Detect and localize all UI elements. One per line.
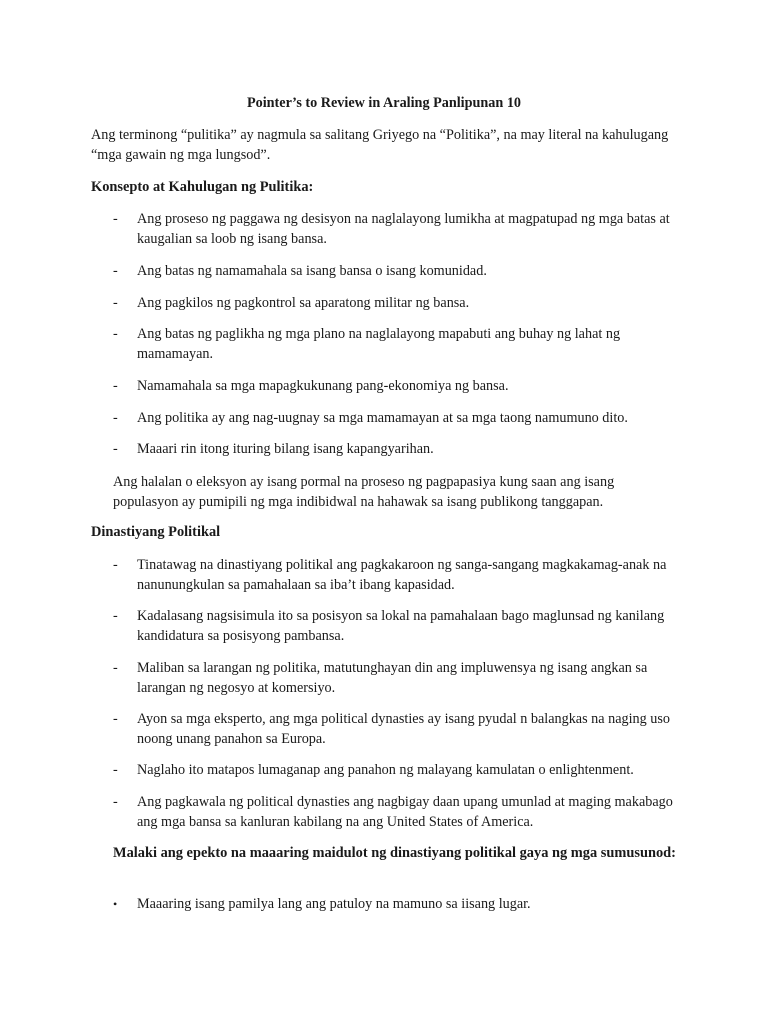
list-item-text: Ang pagkilos ng pagkontrol sa aparatong militar ng bansa.	[137, 295, 470, 311]
list-item-text: Namamahala sa mga mapagkukunang pang-ekonomiya ng bansa.	[137, 378, 509, 394]
effects-heading: Malaki ang epekto na maaaring maidulot ng dinastiyang politikal gaya ng mga sumusunod:	[113, 845, 676, 861]
section-heading-dinastiya: Dinastiyang Politikal	[91, 524, 221, 540]
dash-marker: -	[113, 762, 118, 778]
dash-marker: -	[113, 557, 118, 573]
dash-marker: -	[113, 326, 118, 342]
dash-marker: -	[113, 660, 118, 676]
dash-marker: -	[113, 711, 118, 727]
dash-marker: -	[113, 410, 118, 426]
dash-marker: -	[113, 608, 118, 624]
list-item-text: Ang proseso ng paggawa ng desisyon na naglalayong lumikha at magpatupad ng mga batas at kaugalian sa loob ng isang bansa.	[137, 211, 670, 247]
intro-paragraph: Ang terminong “pulitika” ay nagmula sa salitang Griyego na “Politika”, na may literal na kahulugang “mga gawain ng mga lungsod”.	[91, 127, 669, 163]
list-item-text: Ang batas ng namamahala sa isang bansa o isang komunidad.	[137, 263, 487, 279]
dash-marker: -	[113, 794, 118, 810]
dash-marker: -	[113, 263, 118, 279]
list-item-text: Maliban sa larangan ng politika, matutunghayan din ang impluwensya ng isang angkan sa larangan ng negosyo at komersiyo.	[137, 660, 648, 696]
list-item-text: Ayon sa mga eksperto, ang mga political dynasties ay isang pyudal n balangkas na naging uso noong unang panahon sa Europa.	[137, 711, 670, 747]
list-item-text: Ang batas ng paglikha ng mga plano na naglalayong mapabuti ang buhay ng lahat ng mamamayan.	[137, 326, 621, 362]
halalan-paragraph: Ang halalan o eleksyon ay isang pormal na proseso ng pagpapasiya kung saan ang isang populasyon ay pumipili ng mga indibidwal na hahawak sa isang publikong tanggapan.	[113, 474, 615, 510]
dash-marker: -	[113, 211, 118, 227]
list-item-text: Kadalasang nagsisimula ito sa posisyon sa lokal na pamahalaan bago maglunsad ng kanilang kandidatura sa posisyong pambansa.	[137, 608, 665, 644]
list-item-text: Maaaring isang pamilya lang ang patuloy na mamuno sa iisang lugar.	[137, 896, 531, 912]
list-item-text: Ang pagkawala ng political dynasties ang nagbigay daan upang umunlad at maging makabago ang mga bansa sa kanluran kabilang na ang United States of America.	[137, 794, 673, 830]
list-item-text: Naglaho ito matapos lumaganap ang panahon ng malayang kamulatan o enlightenment.	[137, 762, 634, 778]
list-item-text: Ang politika ay ang nag-uugnay sa mga mamamayan at sa mga taong namumuno dito.	[137, 410, 628, 426]
section-heading-konsepto: Konsepto at Kahulugan ng Pulitika:	[91, 179, 314, 195]
list-item-text: Maaari rin itong ituring bilang isang kapangyarihan.	[137, 441, 434, 457]
page-title: Pointer’s to Review in Araling Panlipunan 10	[246, 95, 522, 111]
dash-marker: -	[113, 378, 118, 394]
dash-marker: -	[113, 441, 118, 457]
bullet-marker: •	[113, 897, 118, 911]
list-item-text: Tinatawag na dinastiyang politikal ang pagkakaroon ng sanga-sangang magkakamag-anak na nanunungkulan sa pamahalaan sa iba’t ibang kapasidad.	[137, 557, 667, 593]
dash-marker: -	[113, 295, 118, 311]
